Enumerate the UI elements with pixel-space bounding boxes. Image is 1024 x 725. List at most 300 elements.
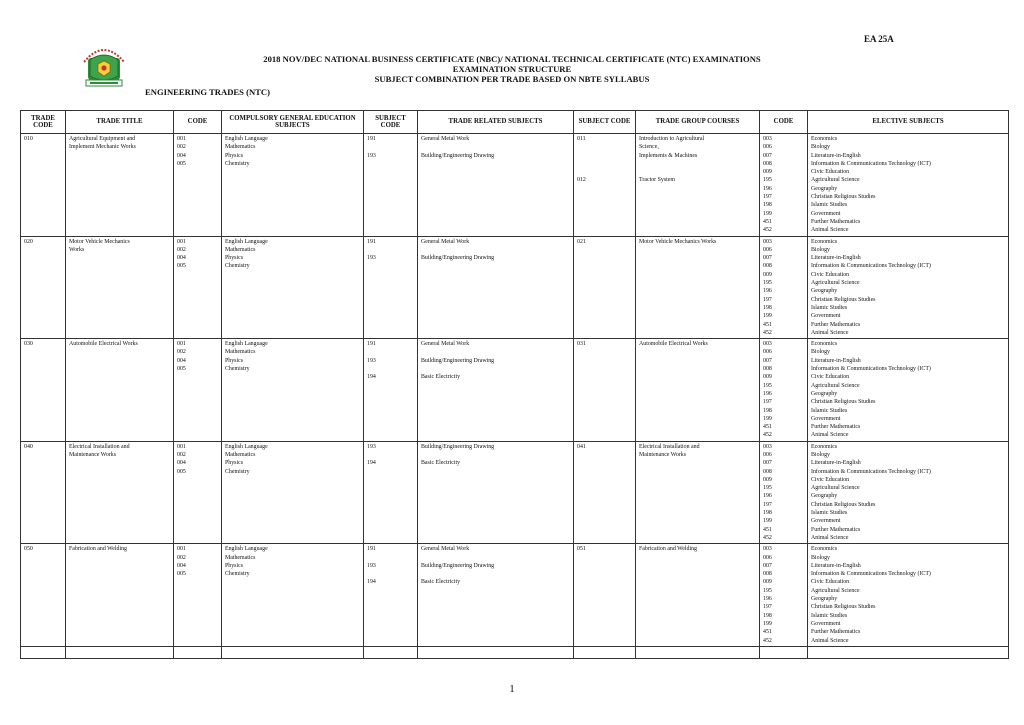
general-subject-code: 001 [177, 546, 186, 553]
general-subject-code: 002 [177, 144, 186, 151]
general-code-cell [174, 544, 222, 647]
group-course-line: Science, [639, 144, 659, 151]
related-code-cell [364, 339, 418, 442]
elective-subject-name: Geography [811, 288, 838, 295]
related-subject-name: Basic Electricity [421, 374, 461, 381]
related-subject-cell [418, 339, 574, 442]
elective-subject-name: Geography [811, 596, 838, 603]
elective-subject-name: Christian Religious Studies [811, 296, 876, 303]
elective-code: 452 [763, 534, 772, 541]
line-spacer [367, 348, 414, 356]
group-course-line: Motor Vehicle Mechanics Works [639, 238, 717, 245]
group-course-line: Electrical Installation and [639, 443, 700, 450]
trade-code: 030 [24, 341, 33, 348]
related-subject-code: 193 [367, 562, 376, 569]
related-subject-code: 193 [367, 152, 376, 159]
elective-code: 452 [763, 227, 772, 234]
elective-subject-name: Economics [811, 546, 838, 553]
general-code-cell [174, 134, 222, 237]
column-header: ELECTIVE SUBJECTS [808, 111, 1009, 134]
line-spacer [367, 365, 414, 373]
line-spacer [421, 451, 570, 459]
elective-subject-name: Economics [811, 341, 838, 348]
trade-code-cell [21, 441, 66, 544]
empty-cell [222, 646, 364, 658]
elective-subject-name: Agricultural Science [811, 177, 860, 184]
trade-code-cell [21, 134, 66, 237]
elective-subject-name: Agricultural Science [811, 382, 860, 389]
column-header: COMPULSORY GENERAL EDUCATION SUBJECTS [222, 111, 364, 134]
elective-subject-cell [808, 339, 1009, 442]
elective-code: 006 [763, 451, 772, 458]
elective-subject-name: Biology [811, 554, 830, 561]
trade-code: 040 [24, 443, 33, 450]
group-course-code: 012 [577, 177, 586, 184]
general-subject-name: English Language [225, 136, 268, 142]
related-subject-code: 191 [367, 136, 376, 142]
elective-subject-name: Christian Religious Studies [811, 501, 876, 508]
elective-subject-name: Civic Education [811, 271, 850, 278]
general-subject-code: 005 [177, 263, 186, 270]
elective-subject-name: Literature-in-English [811, 562, 861, 569]
elective-code-cell [760, 544, 808, 647]
elective-subject-name: Biology [811, 451, 830, 458]
related-code-cell [364, 236, 418, 339]
elective-code: 195 [763, 587, 772, 594]
group-course-code: 021 [577, 238, 586, 245]
general-subject-code: 001 [177, 136, 186, 142]
page-number: 1 [509, 683, 515, 695]
elective-subject-name: Geography [811, 493, 838, 500]
empty-cell [808, 646, 1009, 658]
elective-subject-name: Government [811, 313, 841, 320]
trade-title-line: Implement Mechanic Works [69, 144, 136, 151]
line-spacer [639, 160, 756, 177]
elective-subject-name: Agricultural Science [811, 587, 860, 594]
related-subject-cell [418, 544, 574, 647]
elective-subject-name: Further Mathematics [811, 526, 861, 533]
elective-subject-name: Government [811, 518, 841, 525]
elective-subject-name: Information & Communications Technology (ICT) [811, 263, 931, 270]
elective-subject-name: Civic Education [811, 579, 850, 586]
group-code-cell [574, 236, 636, 339]
elective-subject-name: Civic Education [811, 169, 850, 176]
column-header: SUBJECT CODE [364, 111, 418, 134]
elective-code: 451 [763, 629, 772, 636]
line-spacer [367, 451, 414, 459]
general-subject-name: Chemistry [225, 571, 250, 578]
column-header: TRADE RELATED SUBJECTS [418, 111, 574, 134]
trade-title-line: Fabrication and Welding [69, 546, 127, 553]
line-spacer [421, 570, 570, 578]
empty-cell [174, 646, 222, 658]
elective-subject-name: Islamic Studies [811, 510, 848, 517]
elective-subject-name: Islamic Studies [811, 304, 848, 311]
section-title: ENGINEERING TRADES (NTC) [145, 87, 270, 97]
heading-line-2: EXAMINATION STRUCTURE [452, 64, 572, 74]
elective-subject-name: Information & Communications Technology (ICT) [811, 468, 931, 475]
group-course-line: Fabrication and Welding [639, 546, 697, 553]
elective-code: 452 [763, 637, 772, 644]
elective-subject-name: Further Mathematics [811, 321, 861, 328]
elective-code: 009 [763, 476, 772, 483]
general-subject-name: Mathematics [225, 451, 256, 458]
line-spacer [421, 246, 570, 254]
elective-code: 008 [763, 160, 772, 167]
elective-code: 196 [763, 390, 772, 397]
general-subject-code: 005 [177, 571, 186, 578]
elective-subject-name: Islamic Studies [811, 202, 848, 209]
general-subject-name: Mathematics [225, 144, 256, 151]
trade-code-cell [21, 544, 66, 647]
elective-code: 452 [763, 432, 772, 439]
empty-cell [574, 646, 636, 658]
empty-cell [21, 646, 66, 658]
trade-code-cell [21, 236, 66, 339]
empty-cell [636, 646, 760, 658]
table-row [21, 236, 1009, 339]
related-subject-cell [418, 441, 574, 544]
elective-code: 197 [763, 399, 772, 406]
elective-code: 006 [763, 246, 772, 253]
elective-code: 006 [763, 349, 772, 356]
general-subject-name: English Language [225, 341, 268, 348]
elective-code: 196 [763, 596, 772, 603]
table-body [21, 134, 1009, 659]
general-subject-name: Physics [225, 255, 244, 262]
general-subject-name: English Language [225, 546, 268, 553]
subject-combination-table [20, 110, 1009, 659]
related-subject-name: Building/Engineering Drawing [421, 357, 495, 364]
empty-cell [364, 646, 418, 658]
line-spacer [367, 246, 414, 254]
elective-code: 006 [763, 144, 772, 151]
line-spacer [367, 570, 414, 578]
elective-subject-name: Literature-in-English [811, 460, 861, 467]
elective-code: 003 [763, 341, 772, 348]
trade-title-line: Works [69, 246, 85, 253]
elective-subject-cell [808, 441, 1009, 544]
general-subject-cell [222, 441, 364, 544]
group-course-code: 041 [577, 443, 586, 450]
elective-subject-name: Animal Science [811, 227, 849, 234]
elective-subject-cell [808, 134, 1009, 237]
general-subject-code: 004 [177, 562, 186, 569]
elective-subject-name: Agricultural Science [811, 280, 860, 287]
related-code-cell [364, 441, 418, 544]
trade-title-cell [66, 134, 174, 237]
general-subject-name: Physics [225, 460, 244, 467]
related-subject-name: Building/Engineering Drawing [421, 562, 495, 569]
general-subject-name: Physics [225, 357, 244, 364]
related-subject-cell [418, 134, 574, 237]
elective-subject-name: Further Mathematics [811, 629, 861, 636]
trade-title-cell [66, 236, 174, 339]
trade-title-line: Electrical Installation and [69, 443, 130, 450]
trade-title-line: Maintenance Works [69, 451, 117, 458]
general-subject-code: 002 [177, 451, 186, 458]
general-subject-code: 001 [177, 238, 186, 245]
elective-code: 009 [763, 169, 772, 176]
trade-title-cell [66, 441, 174, 544]
related-code-cell [364, 134, 418, 237]
related-subject-name: Building/Engineering Drawing [421, 255, 495, 262]
line-spacer [421, 348, 570, 356]
group-code-cell [574, 441, 636, 544]
general-subject-code: 005 [177, 160, 186, 167]
group-course-cell [636, 339, 760, 442]
elective-subject-cell [808, 236, 1009, 339]
elective-code-cell [760, 441, 808, 544]
elective-code: 003 [763, 443, 772, 450]
elective-subject-name: Geography [811, 390, 838, 397]
group-course-line: Tractor System [639, 177, 675, 184]
elective-code: 198 [763, 304, 772, 311]
related-subject-code: 193 [367, 255, 376, 262]
related-subject-name: Basic Electricity [421, 579, 461, 586]
general-subject-name: Mathematics [225, 246, 256, 253]
related-subject-name: Building/Engineering Drawing [421, 443, 495, 450]
elective-code-cell [760, 134, 808, 237]
trade-code-cell [21, 339, 66, 442]
elective-code: 008 [763, 263, 772, 270]
elective-subject-name: Government [811, 620, 841, 627]
elective-code: 008 [763, 366, 772, 373]
general-code-cell [174, 236, 222, 339]
related-subject-code: 194 [367, 579, 376, 586]
elective-subject-name: Animal Science [811, 637, 849, 644]
elective-subject-name: Geography [811, 185, 838, 192]
empty-cell [760, 646, 808, 658]
elective-code: 452 [763, 329, 772, 336]
elective-subject-name: Government [811, 210, 841, 217]
related-subject-code: 194 [367, 460, 376, 467]
general-subject-name: Physics [225, 562, 244, 569]
elective-subject-name: Christian Religious Studies [811, 604, 876, 611]
elective-code: 195 [763, 177, 772, 184]
related-subject-code: 191 [367, 238, 376, 245]
trade-code: 010 [24, 136, 33, 142]
related-subject-name: General Metal Work [421, 341, 470, 348]
column-header: SUBJECT CODE [574, 111, 636, 134]
general-subject-name: Chemistry [225, 263, 250, 270]
empty-cell [66, 646, 174, 658]
elective-code: 008 [763, 468, 772, 475]
column-header: CODE [760, 111, 808, 134]
elective-subject-name: Biology [811, 349, 830, 356]
heading-line-1: 2018 NOV/DEC NATIONAL BUSINESS CERTIFICATE (NBC)/ NATIONAL TECHNICAL CERTIFICATE (NTC) EXAMINATIONS [263, 54, 761, 64]
elective-subject-name: Economics [811, 238, 838, 245]
elective-subject-name: Information & Communications Technology (ICT) [811, 571, 931, 578]
general-subject-cell [222, 134, 364, 237]
column-header: TRADE TITLE [66, 111, 174, 134]
heading-line-3: SUBJECT COMBINATION PER TRADE BASED ON NBTE SYLLABUS [374, 74, 650, 84]
elective-code: 197 [763, 604, 772, 611]
elective-code: 008 [763, 571, 772, 578]
general-subject-name: English Language [225, 238, 268, 245]
group-code-cell [574, 544, 636, 647]
trade-code: 050 [24, 546, 33, 553]
elective-code: 196 [763, 185, 772, 192]
general-subject-cell [222, 339, 364, 442]
general-subject-code: 002 [177, 349, 186, 356]
group-course-code: 051 [577, 546, 586, 553]
general-code-cell [174, 339, 222, 442]
line-spacer [421, 554, 570, 562]
elective-subject-name: Christian Religious Studies [811, 194, 876, 201]
related-subject-name: General Metal Work [421, 546, 470, 553]
elective-subject-name: Further Mathematics [811, 218, 861, 225]
trade-title-line: Automobile Electrical Works [69, 341, 138, 348]
elective-code: 007 [763, 460, 772, 467]
trade-code: 020 [24, 238, 33, 245]
elective-code: 195 [763, 485, 772, 492]
group-code-cell [574, 134, 636, 237]
general-subject-code: 004 [177, 152, 186, 159]
elective-code: 009 [763, 579, 772, 586]
group-course-code: 011 [577, 136, 586, 142]
document-heading [0, 54, 1024, 84]
general-subject-name: Chemistry [225, 160, 250, 167]
related-subject-code: 191 [367, 341, 376, 348]
general-subject-name: Chemistry [225, 366, 250, 373]
related-subject-code: 193 [367, 443, 376, 450]
elective-code: 198 [763, 202, 772, 209]
elective-code: 006 [763, 554, 772, 561]
related-subject-code: 193 [367, 357, 376, 364]
group-course-cell [636, 544, 760, 647]
elective-code: 003 [763, 238, 772, 245]
general-subject-name: Mathematics [225, 554, 256, 561]
elective-code: 196 [763, 493, 772, 500]
table-row [21, 134, 1009, 237]
general-code-cell [174, 441, 222, 544]
elective-subject-name: Government [811, 415, 841, 422]
elective-subject-name: Further Mathematics [811, 424, 861, 431]
elective-code: 007 [763, 562, 772, 569]
group-course-cell [636, 236, 760, 339]
elective-code: 195 [763, 280, 772, 287]
elective-subject-name: Literature-in-English [811, 152, 861, 159]
group-course-line: Maintenance Works [639, 451, 687, 458]
line-spacer [421, 365, 570, 373]
general-subject-name: Chemistry [225, 468, 250, 475]
column-header: TRADE CODE [21, 111, 66, 134]
general-subject-name: English Language [225, 443, 268, 450]
elective-code: 009 [763, 374, 772, 381]
elective-subject-cell [808, 544, 1009, 647]
group-course-line: Implements & Machines [639, 152, 698, 159]
related-code-cell [364, 544, 418, 647]
line-spacer [421, 143, 570, 151]
general-subject-name: Physics [225, 152, 244, 159]
elective-code: 451 [763, 321, 772, 328]
elective-code: 197 [763, 296, 772, 303]
elective-subject-name: Animal Science [811, 432, 849, 439]
elective-code: 451 [763, 218, 772, 225]
group-course-code: 031 [577, 341, 586, 348]
related-subject-cell [418, 236, 574, 339]
elective-subject-name: Islamic Studies [811, 407, 848, 414]
group-code-cell [574, 339, 636, 442]
table-row [21, 339, 1009, 442]
elective-code: 196 [763, 288, 772, 295]
group-course-cell [636, 441, 760, 544]
group-course-line: Introduction to Agricultural [639, 136, 705, 142]
line-spacer [367, 554, 414, 562]
elective-code: 003 [763, 546, 772, 553]
general-subject-code: 004 [177, 460, 186, 467]
related-subject-code: 191 [367, 546, 376, 553]
group-course-line: Automobile Electrical Works [639, 341, 708, 348]
general-subject-code: 004 [177, 255, 186, 262]
elective-subject-name: Information & Communications Technology (ICT) [811, 160, 931, 167]
column-header: TRADE GROUP COURSES [636, 111, 760, 134]
related-subject-name: General Metal Work [421, 238, 470, 245]
trade-title-cell [66, 339, 174, 442]
elective-code: 007 [763, 357, 772, 364]
elective-code: 199 [763, 620, 772, 627]
elective-subject-name: Economics [811, 136, 838, 142]
table-row [21, 544, 1009, 647]
elective-code: 451 [763, 424, 772, 431]
general-subject-code: 001 [177, 341, 186, 348]
general-subject-code: 005 [177, 468, 186, 475]
elective-code-cell [760, 339, 808, 442]
elective-code-cell [760, 236, 808, 339]
table-header-row [21, 111, 1009, 134]
group-course-cell [636, 134, 760, 237]
elective-code: 007 [763, 152, 772, 159]
elective-code: 007 [763, 255, 772, 262]
elective-subject-name: Biology [811, 246, 830, 253]
general-subject-code: 004 [177, 357, 186, 364]
general-subject-code: 005 [177, 366, 186, 373]
elective-code: 195 [763, 382, 772, 389]
general-subject-code: 002 [177, 554, 186, 561]
elective-subject-name: Biology [811, 144, 830, 151]
elective-subject-name: Christian Religious Studies [811, 399, 876, 406]
general-subject-cell [222, 544, 364, 647]
elective-subject-name: Information & Communications Technology (ICT) [811, 366, 931, 373]
general-subject-name: Mathematics [225, 349, 256, 356]
general-subject-code: 002 [177, 246, 186, 253]
column-header: CODE [174, 111, 222, 134]
elective-subject-name: Agricultural Science [811, 485, 860, 492]
table-row [21, 441, 1009, 544]
trade-title-line: Motor Vehicle Mechanics [69, 238, 130, 245]
related-subject-code: 194 [367, 374, 376, 381]
elective-code: 451 [763, 526, 772, 533]
elective-code: 199 [763, 210, 772, 217]
related-subject-name: Building/Engineering Drawing [421, 152, 495, 159]
line-spacer [367, 143, 414, 151]
elective-subject-name: Economics [811, 443, 838, 450]
elective-subject-name: Civic Education [811, 374, 850, 381]
elective-subject-name: Islamic Studies [811, 612, 848, 619]
elective-code: 199 [763, 313, 772, 320]
general-subject-cell [222, 236, 364, 339]
line-spacer [577, 143, 632, 176]
general-subject-code: 001 [177, 443, 186, 450]
elective-code: 198 [763, 510, 772, 517]
empty-cell [418, 646, 574, 658]
elective-code: 198 [763, 407, 772, 414]
trade-title-cell [66, 544, 174, 647]
elective-code: 197 [763, 194, 772, 201]
elective-code: 009 [763, 271, 772, 278]
elective-code: 003 [763, 136, 772, 142]
